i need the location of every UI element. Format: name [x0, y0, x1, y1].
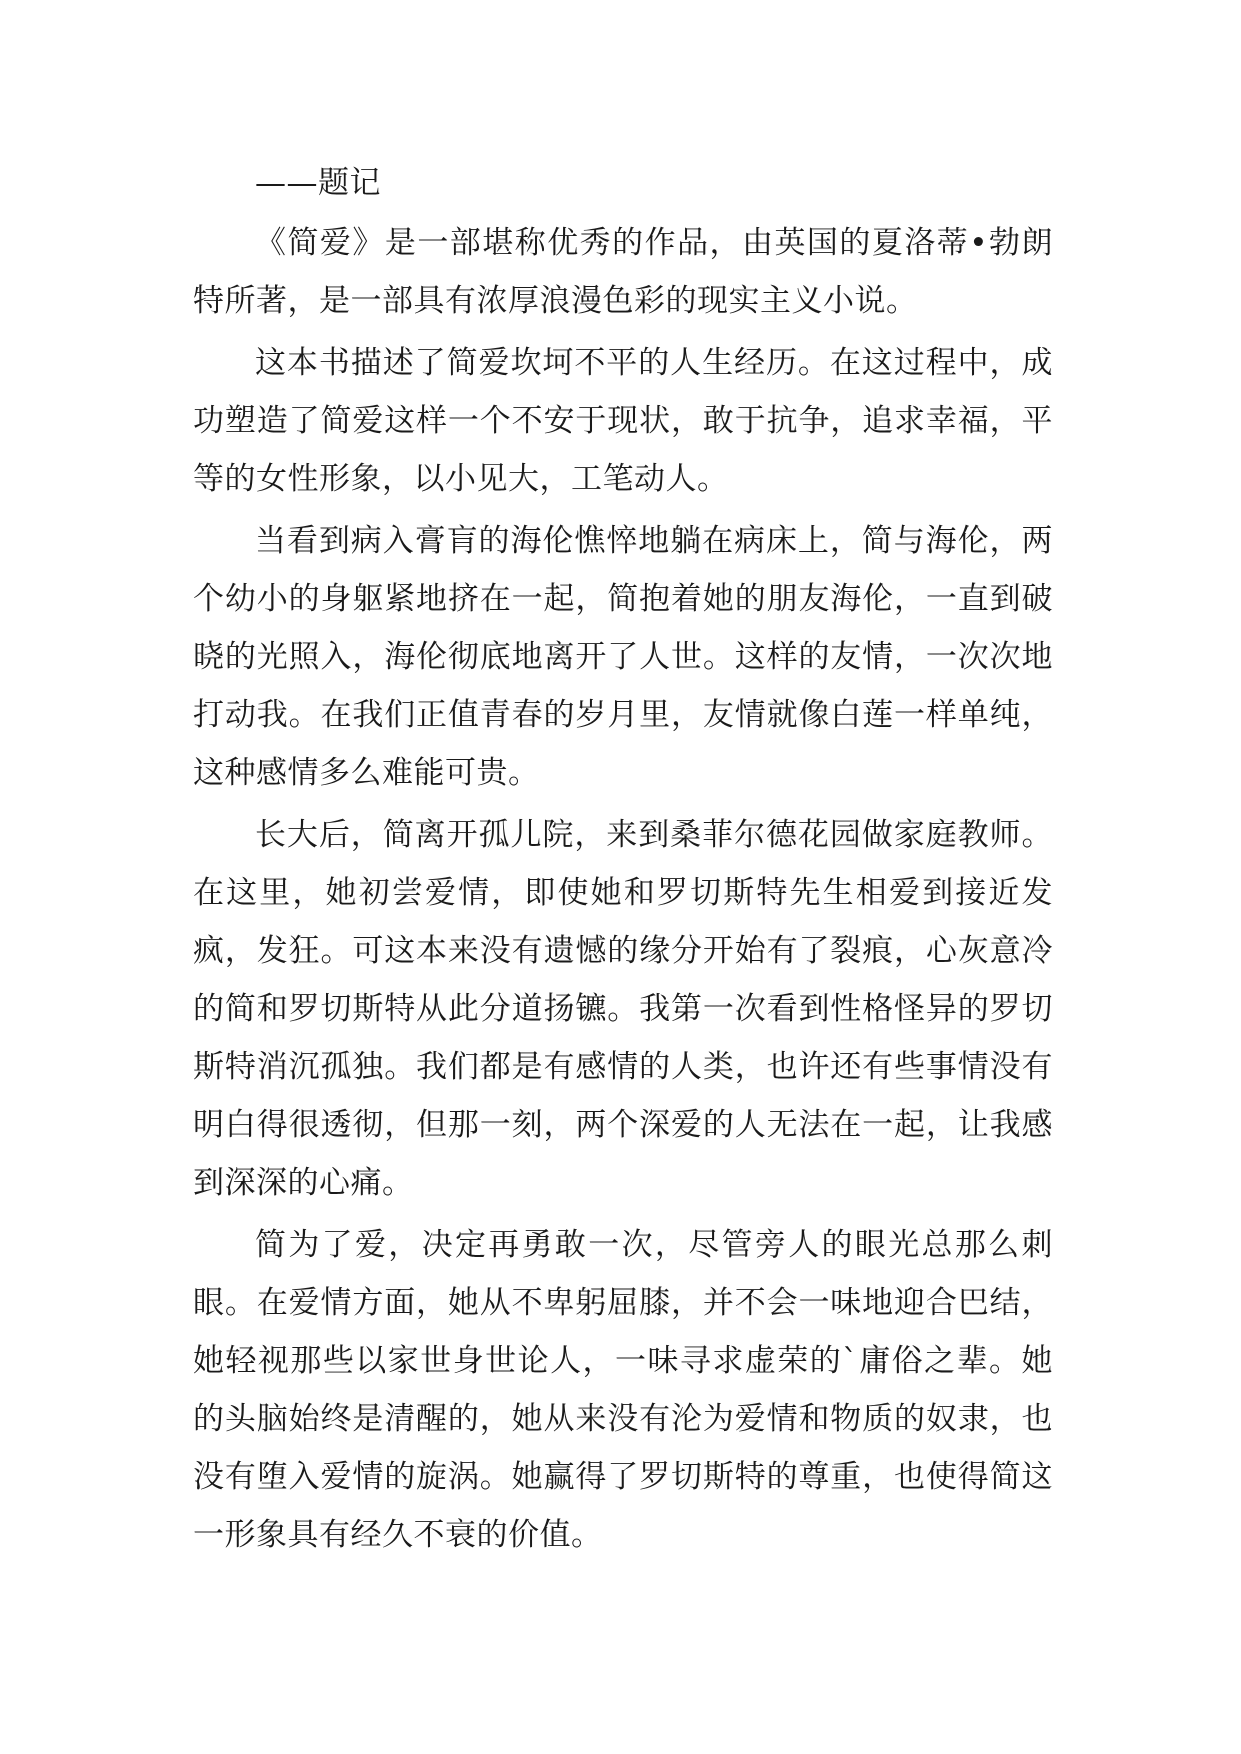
paragraph: 当看到病入膏肓的海伦憔悴地躺在病床上，简与海伦，两个幼小的身躯紧地挤在一起，简抱着她的朋友海伦，一直到破晓的光照入，海伦彻底地离开了人世。这样的友情，一次次地打动我。在我们正值青春的岁月里，友情就像白莲一样单纯，这种感情多么难能可贵。: [193, 523, 1053, 791]
paragraph: 简为了爱，决定再勇敢一次，尽管旁人的眼光总那么刺眼。在爱情方面，她从不卑躬屈膝，并不会一味地迎合巴结，她轻视那些以家世身世论人，一味寻求虚荣的`庸俗之辈。她的头脑始终是清醒的，她从来没有沦为爱情和物质的奴隶，也没有堕入爱情的旋涡。她赢得了罗切斯特的尊重，也使得简这一形象具有经久不衰的价值。: [193, 1227, 1053, 1553]
paragraph: 《简爱》是一部堪称优秀的作品，由英国的夏洛蒂•勃朗特所著，是一部具有浓厚浪漫色彩的现实主义小说。: [193, 225, 1053, 319]
paragraph: 这本书描述了简爱坎坷不平的人生经历。在这过程中，成功塑造了简爱这样一个不安于现状，敢于抗争，追求幸福，平等的女性形象，以小见大，工笔动人。: [193, 345, 1053, 497]
article-body: [193, 214, 1053, 1564]
paragraph: 长大后，简离开孤儿院，来到桑菲尔德花园做家庭教师。在这里，她初尝爱情，即使她和罗切斯特先生相爱到接近发疯，发狂。可这本来没有遗憾的缘分开始有了裂痕，心灰意冷的简和罗切斯特从此分道扬镳。我第一次看到性格怪异的罗切斯特消沉孤独。我们都是有感情的人类，也许还有些事情没有明白得很透彻，但那一刻，两个深爱的人无法在一起，让我感到深深的心痛。: [193, 817, 1053, 1201]
epigraph: ——题记: [255, 165, 381, 201]
